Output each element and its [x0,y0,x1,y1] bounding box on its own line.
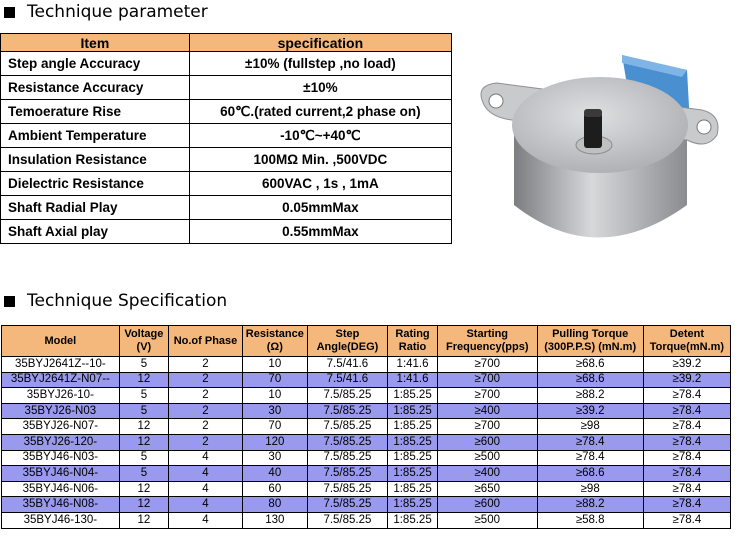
spec-cell: ≥68.6 [537,372,643,388]
spec-cell: ≥78.4 [643,388,730,404]
spec-cell: 35BYJ2641Z-N07-- [2,372,120,388]
param-row [1,148,452,172]
spec-cell: ≥650 [437,481,537,497]
param-item-cell: Dielectric Resistance [1,172,190,196]
spec-row [2,419,731,435]
spec-cell: ≥88.2 [537,388,643,404]
param-item-cell: Step angle Accuracy [1,52,190,76]
spec-cell: 12 [119,372,168,388]
param-row [1,196,452,220]
spec-cell: ≥78.4 [643,434,730,450]
spec-cell: ≥39.2 [643,372,730,388]
spec-cell: 120 [242,434,307,450]
spec-header-cell: Detent Torque(mN.m) [643,326,730,357]
spec-cell: 7.5/85.25 [307,481,387,497]
spec-cell: ≥700 [437,372,537,388]
spec-cell: 35BYJ46-130- [2,512,120,528]
spec-header-cell: Voltage (V) [119,326,168,357]
spec-cell: 2 [169,419,243,435]
spec-row [2,450,731,466]
spec-cell: 1:85.25 [388,450,438,466]
spec-cell: ≥600 [437,434,537,450]
spec-cell: ≥78.4 [643,481,730,497]
param-spec-cell: 0.05mmMax [189,196,451,220]
spec-cell: 1:41.6 [388,372,438,388]
param-spec-cell: 60℃.(rated current,2 phase on) [189,100,451,124]
spec-cell: 35BYJ26-120- [2,434,120,450]
spec-cell: 1:85.25 [388,481,438,497]
spec-cell: ≥78.4 [643,450,730,466]
spec-cell: 4 [169,450,243,466]
spec-header-cell: Rating Ratio [388,326,438,357]
spec-cell: 12 [119,434,168,450]
spec-cell: 5 [119,403,168,419]
spec-cell: 70 [242,419,307,435]
spec-cell: ≥400 [437,466,537,482]
spec-cell: 12 [119,419,168,435]
spec-cell: 35BYJ46-N04- [2,466,120,482]
spec-cell: 35BYJ46-N03- [2,450,120,466]
param-row [1,124,452,148]
spec-cell: 1:85.25 [388,497,438,513]
spec-header-cell: Resistance (Ω) [242,326,307,357]
spec-cell: ≥78.4 [643,512,730,528]
spec-cell: 40 [242,466,307,482]
spec-cell: 7.5/85.25 [307,512,387,528]
spec-cell: 60 [242,481,307,497]
spec-row [2,481,731,497]
spec-cell: ≥78.4 [643,466,730,482]
spec-header-cell: Pulling Torque (300P.P.S) (mN.m) [537,326,643,357]
param-item-cell: Resistance Accuracy [1,76,190,100]
section-title-text: Technique parameter [27,2,208,22]
spec-cell: 35BYJ46-N06- [2,481,120,497]
spec-cell: 1:85.25 [388,419,438,435]
spec-cell: 1:85.25 [388,388,438,404]
spec-cell: 2 [169,403,243,419]
section-title-parameter [4,2,208,22]
spec-cell: 7.5/85.25 [307,419,387,435]
spec-header-cell: Model [2,326,120,357]
spec-cell: 7.5/85.25 [307,403,387,419]
spec-cell: 30 [242,403,307,419]
param-row [1,100,452,124]
param-row [1,220,452,244]
spec-cell: ≥78.4 [537,434,643,450]
param-spec-cell: 0.55mmMax [189,220,451,244]
spec-cell: 10 [242,357,307,373]
param-row [1,76,452,100]
spec-cell: 35BYJ26-N07- [2,419,120,435]
spec-cell: 5 [119,450,168,466]
spec-cell: 1:41.6 [388,357,438,373]
param-spec-cell: ±10% (fullstep ,no load) [189,52,451,76]
spec-row [2,497,731,513]
spec-cell: 12 [119,497,168,513]
spec-cell: 35BYJ2641Z--10- [2,357,120,373]
param-spec-cell: -10℃~+40℃ [189,124,451,148]
spec-cell: 7.5/85.25 [307,388,387,404]
spec-cell: ≥600 [437,497,537,513]
param-row [1,52,452,76]
stepper-motor-image [472,45,732,270]
spec-cell: 130 [242,512,307,528]
param-item-cell: Shaft Radial Play [1,196,190,220]
spec-cell: 4 [169,481,243,497]
spec-cell: ≥39.2 [537,403,643,419]
spec-header-cell: No.of Phase [169,326,243,357]
spec-cell: ≥78.4 [537,450,643,466]
bullet-square-icon [4,7,15,18]
spec-cell: 5 [119,388,168,404]
spec-cell: 35BYJ26-N03 [2,403,120,419]
spec-cell: 2 [169,357,243,373]
param-item-cell: Shaft Axial play [1,220,190,244]
spec-cell: ≥400 [437,403,537,419]
spec-cell: ≥700 [437,357,537,373]
spec-row [2,388,731,404]
param-spec-cell: 100MΩ Min. ,500VDC [189,148,451,172]
spec-cell: ≥78.4 [643,419,730,435]
spec-cell: ≥500 [437,512,537,528]
spec-cell: ≥700 [437,419,537,435]
param-item-cell: Insulation Resistance [1,148,190,172]
spec-cell: ≥98 [537,419,643,435]
param-item-cell: Temoerature Rise [1,100,190,124]
spec-header-cell: Step Angle(DEG) [307,326,387,357]
spec-cell: 12 [119,512,168,528]
spec-row [2,357,731,373]
spec-cell: 7.5/85.25 [307,497,387,513]
param-row [1,172,452,196]
spec-header-cell: Starting Frequency(pps) [437,326,537,357]
spec-cell: ≥68.6 [537,357,643,373]
param-item-cell: Ambient Temperature [1,124,190,148]
spec-cell: 30 [242,450,307,466]
spec-cell: 10 [242,388,307,404]
parameter-table [0,33,452,244]
spec-cell: 1:85.25 [388,403,438,419]
spec-cell: 1:85.25 [388,466,438,482]
spec-row [2,434,731,450]
section-title-specification [4,291,227,311]
spec-cell: ≥58.8 [537,512,643,528]
spec-cell: 7.5/41.6 [307,357,387,373]
bullet-square-icon [4,296,15,307]
spec-cell: 70 [242,372,307,388]
spec-cell: 7.5/85.25 [307,450,387,466]
param-spec-cell: 600VAC , 1s , 1mA [189,172,451,196]
specification-table [1,325,731,529]
spec-cell: ≥500 [437,450,537,466]
spec-cell: 4 [169,512,243,528]
param-spec-cell: ±10% [189,76,451,100]
spec-cell: 35BYJ46-N08- [2,497,120,513]
section-title-text: Technique Specification [27,291,228,311]
spec-cell: ≥98 [537,481,643,497]
spec-cell: 4 [169,497,243,513]
spec-cell: 1:85.25 [388,512,438,528]
spec-cell: 7.5/85.25 [307,434,387,450]
spec-cell: 80 [242,497,307,513]
spec-cell: ≥39.2 [643,357,730,373]
spec-cell: 1:85.25 [388,434,438,450]
spec-cell: 5 [119,466,168,482]
spec-cell: 4 [169,466,243,482]
spec-row [2,466,731,482]
spec-row [2,372,731,388]
spec-cell: 5 [119,357,168,373]
param-header-item: Item [1,34,190,52]
spec-cell: ≥88.2 [537,497,643,513]
spec-row [2,403,731,419]
spec-cell: 12 [119,481,168,497]
spec-row [2,512,731,528]
spec-cell: 2 [169,434,243,450]
spec-cell: ≥68.6 [537,466,643,482]
spec-cell: 2 [169,372,243,388]
param-header-spec: specification [189,34,451,52]
spec-cell: ≥78.4 [643,403,730,419]
spec-cell: 35BYJ26-10- [2,388,120,404]
spec-cell: 7.5/41.6 [307,372,387,388]
spec-cell: ≥78.4 [643,497,730,513]
spec-cell: 7.5/85.25 [307,466,387,482]
spec-cell: 2 [169,388,243,404]
spec-cell: ≥700 [437,388,537,404]
